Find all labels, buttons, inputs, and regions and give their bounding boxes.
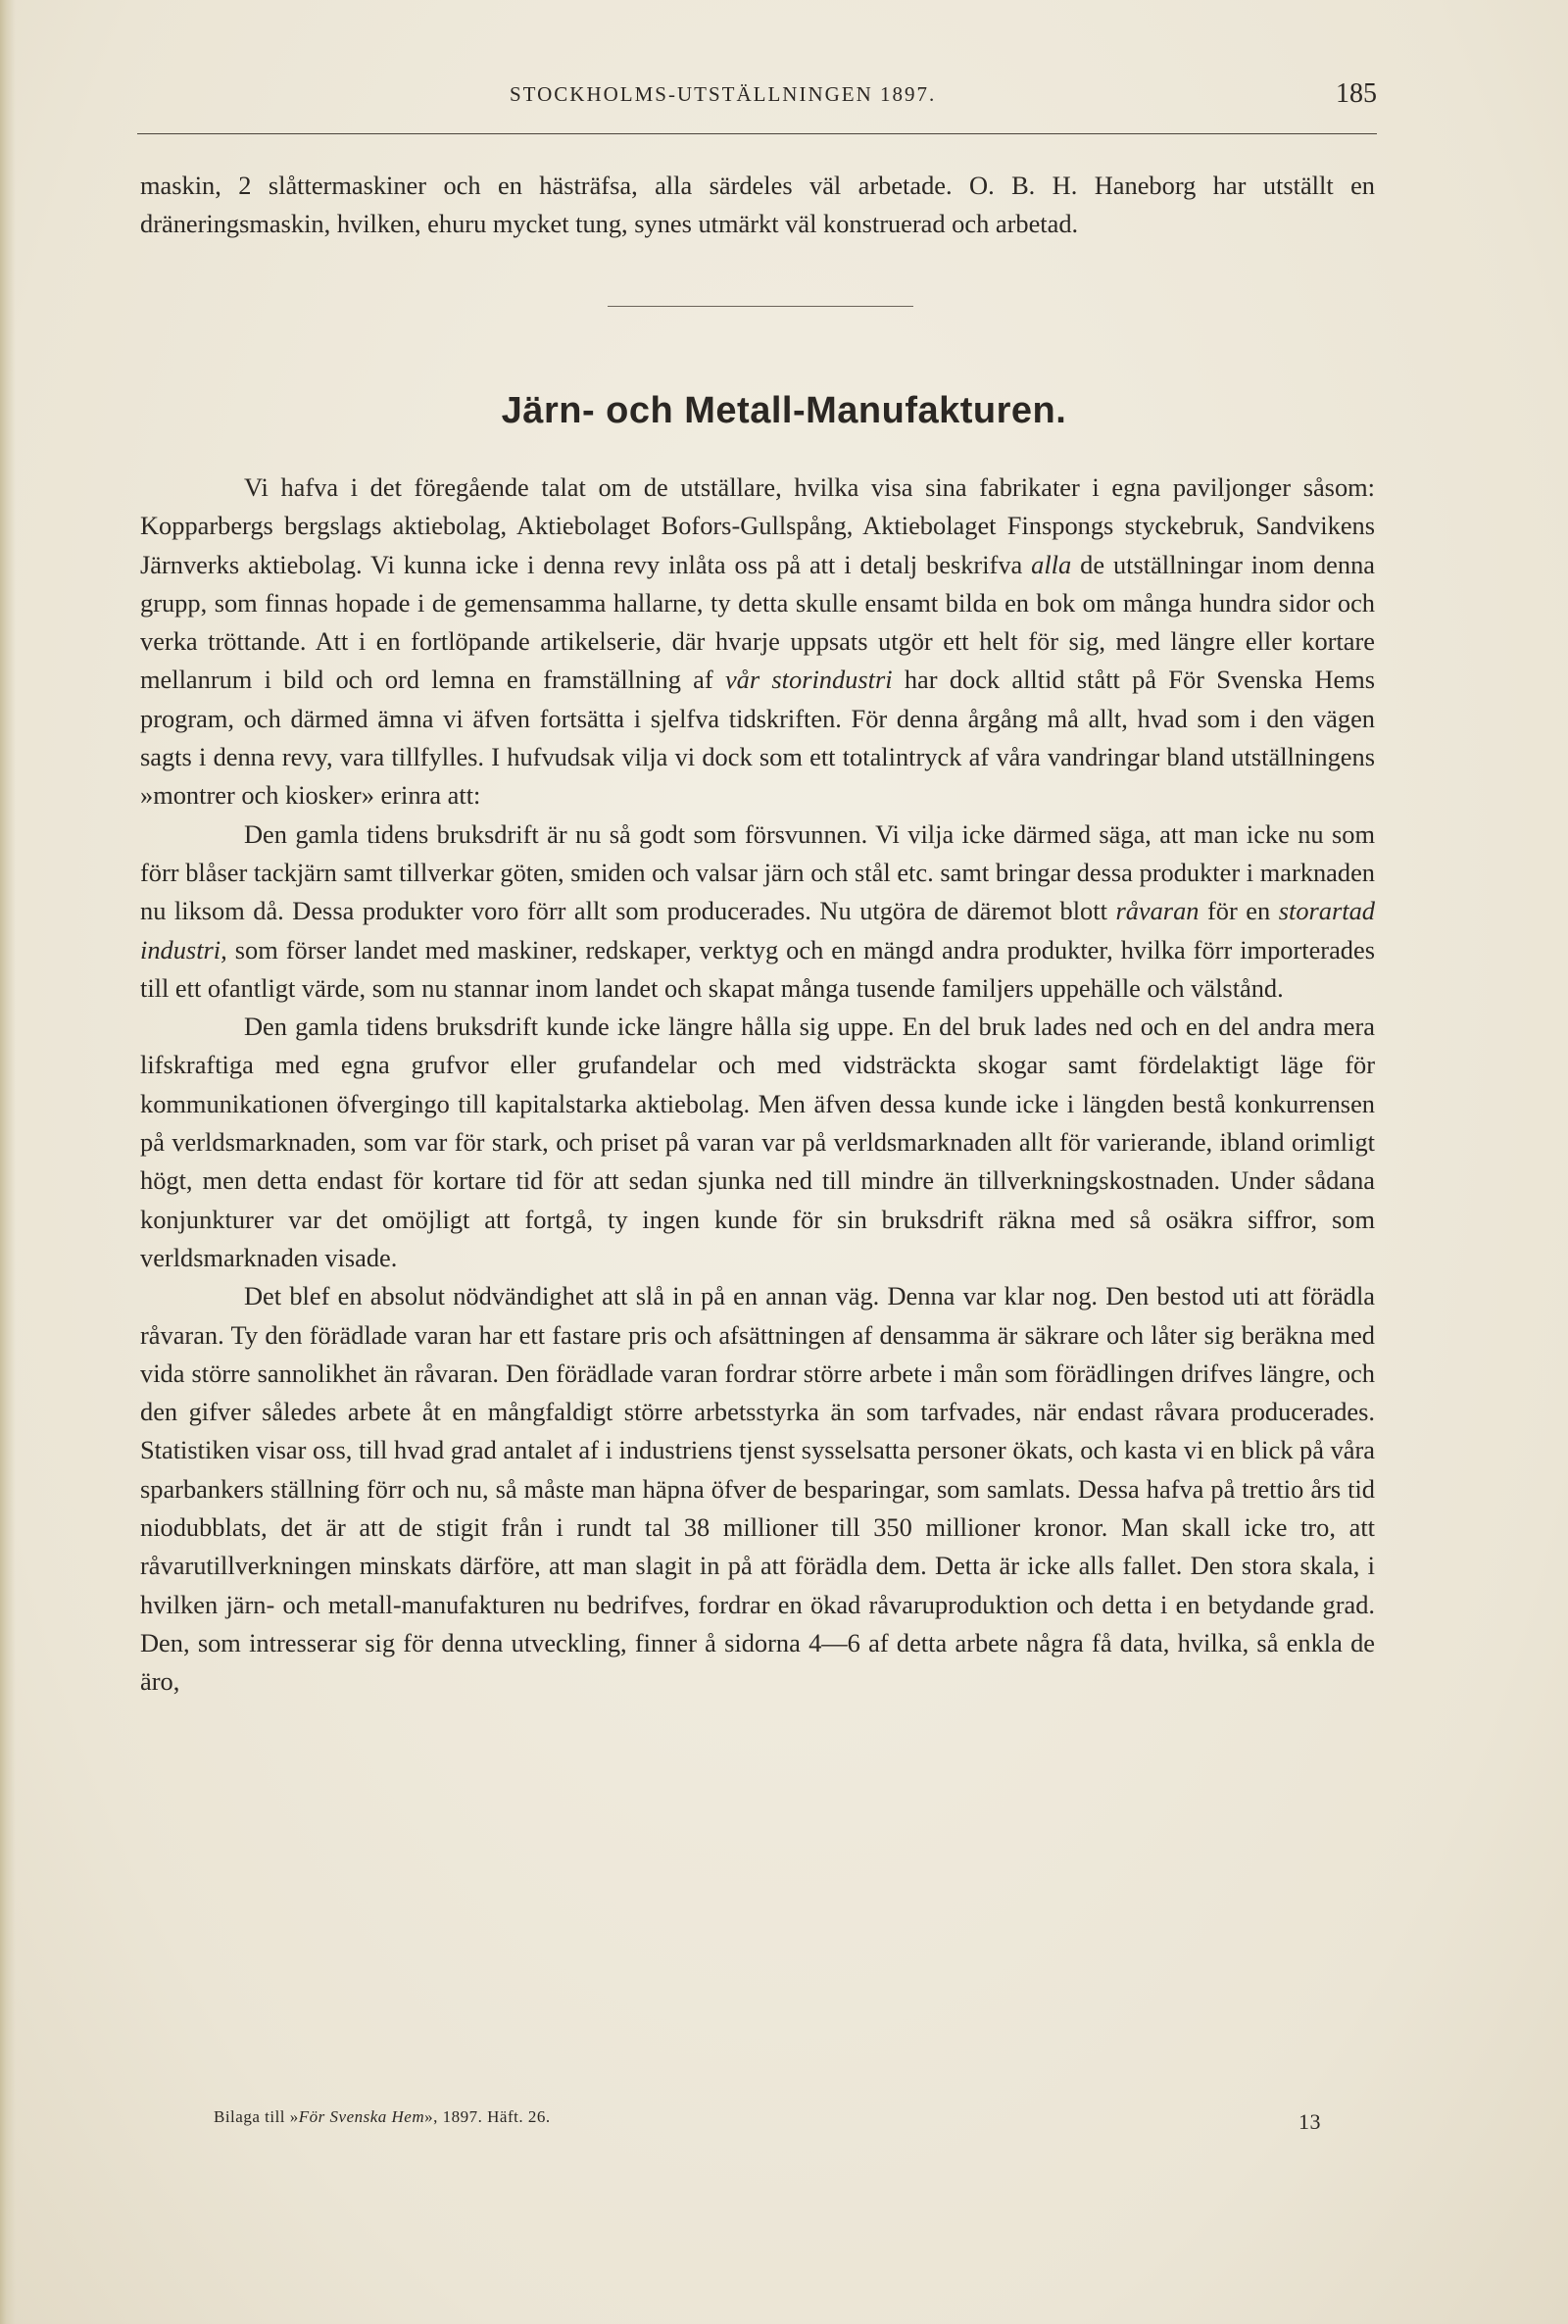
emphasis: råvaran	[1115, 896, 1200, 926]
paragraph-3: Den gamla tidens bruksdrift kunde icke längre hålla sig uppe. En del bruk lades ned och en del andra mera lifskraftiga med egna grufvor eller grufandelar och med vidsträckta skogar samt fördelaktigt läge för kommunikationen öfvergingo till kapitalstarka aktiebolag. Men äfven dessa kunde icke i längden bestå konkurrensen på verldsmarknaden, som var för stark, och priset på varan var på verldsmarknaden allt för varierande, ibland orimligt högt, men detta endast för kortare tid för att sedan sjunka ned till mindre än tillverkningskostnaden. Under sådana konjunkturer var det omöjligt att fortgå, ty ingen kunde för sin bruksdrift räkna med så osäkra siffror, som verldsmarknaden visade.	[140, 1012, 1375, 1272]
page-edge	[0, 0, 16, 2324]
page-footer	[214, 2107, 1321, 2137]
running-title: STOCKHOLMS-UTSTÄLLNINGEN 1897.	[510, 82, 937, 106]
emphasis: alla	[1031, 549, 1072, 579]
paragraph-2: Den gamla tidens bruksdrift är nu så godt som försvunnen. Vi vilja icke därmed säga, att man icke nu som förr blåser tackjärn samt tillverkar göten, smiden och valsar järn och stål etc. samt bringar dessa produkter i marknaden nu liksom då. Dessa produkter voro förr allt som producerades. Nu utgöra de däremot blott råvaran för en storartad industri, som förser landet med maskiner, redskaper, verktyg och en mängd andra produkter, hvilka förr importerades till ett ofantligt värde, som nu stannar inom landet och skapat många tusende familjers uppehälle och välstånd.	[140, 818, 1375, 1003]
page-number: 185	[1336, 78, 1377, 109]
footer-note: Bilaga till »För Svenska Hem», 1897. Häft. 26.	[214, 2107, 551, 2126]
header-rule	[137, 133, 1377, 134]
paragraph: maskin, 2 slåttermaskiner och en hästräfsa, alla särdeles väl arbetade. O. B. H. Haneborg har utställt en dräneringsmaskin, hvilken, ehuru mycket tung, synes utmärkt väl konstruerad och arbetad.	[140, 171, 1375, 239]
section-title: Järn- och Metall-Manufakturen.	[501, 390, 1067, 431]
paragraph-4: Det blef en absolut nödvändighet att slå in på en annan väg. Denna var klar nog. Den bestod uti att förädla råvaran. Ty den förädlade varan har ett fastare pris och afsättningen af densamma är säkrare och låter sig beräkna med vida större sannolikhet än råvaran. Den förädlade varan fordrar större arbete i mån som förädlingen drifves längre, och den gifver således arbete åt en mångfaldigt större arbetsstyrka än som tarfvades, när endast råvara producerades. Statistiken visar oss, till hvad grad antalet af i industriens tjenst sysselsatta personer ökats, och kasta vi en blick på våra sparbankers ställning förr och nu, så måste man häpna öfver de besparingar, som samlats. Dessa hafva på trettio års tid niodubblats, det är att de stigit från i rundt tal 38 millioner till 350 millioner kronor. Man skall icke tro, att råvarutillverkningen minskats därföre, att man slagit in på att förädla dem. Detta är icke alls fallet. Den stora skala, i hvilken järn- och metall-manufakturen nu bedrifves, fordrar en ökad råvaruproduktion och detta i en betydande grad. Den, som intresserar sig för denna utveckling, finner å sidorna 4—6 af detta arbete några få data, hvilka, så enkla de äro,	[140, 1281, 1375, 1697]
emphasis: storartad industri,	[140, 896, 1375, 964]
article-body	[140, 469, 1375, 1702]
continued-paragraph	[140, 167, 1375, 244]
signature-mark: 13	[1298, 2109, 1321, 2134]
section-separator	[608, 306, 913, 307]
emphasis: vår storindustri	[724, 665, 893, 695]
page-header	[137, 78, 1377, 118]
paragraph-1: Vi hafva i det föregående talat om de utställare, hvilka visa sina fabrikater i egna paviljonger såsom: Kopparbergs bergslags aktiebolag, Aktiebolaget Bofors-Gullspång, Aktiebolaget Finspongs styckebruk, Sandvikens Järnverks aktiebolag. Vi kunna icke i denna revy inlåta oss på att i detalj beskrifva alla de utställningar inom denna grupp, som finnas hopade i de gemensamma hallarne, ty detta skulle ensamt bilda en bok om många hundra sidor och verka tröttande. Att i en fortlöpande artikelserie, där hvarje uppsats utgör ett helt för sig, med längre eller kortare mellanrum i bild och ord lemna en framställning af vår storindustri har dock alltid stått på För Svenska Hems program, och därmed ämna vi äfven fortsätta i sjelfva tidskriften. För denna årgång må allt, hvad som i den vägen sagts i denna revy, vara tillfylles. I hufvudsak vilja vi dock som ett totalintryck af våra vandringar bland utställningens »montrer och kiosker» erinra att:	[140, 472, 1375, 811]
